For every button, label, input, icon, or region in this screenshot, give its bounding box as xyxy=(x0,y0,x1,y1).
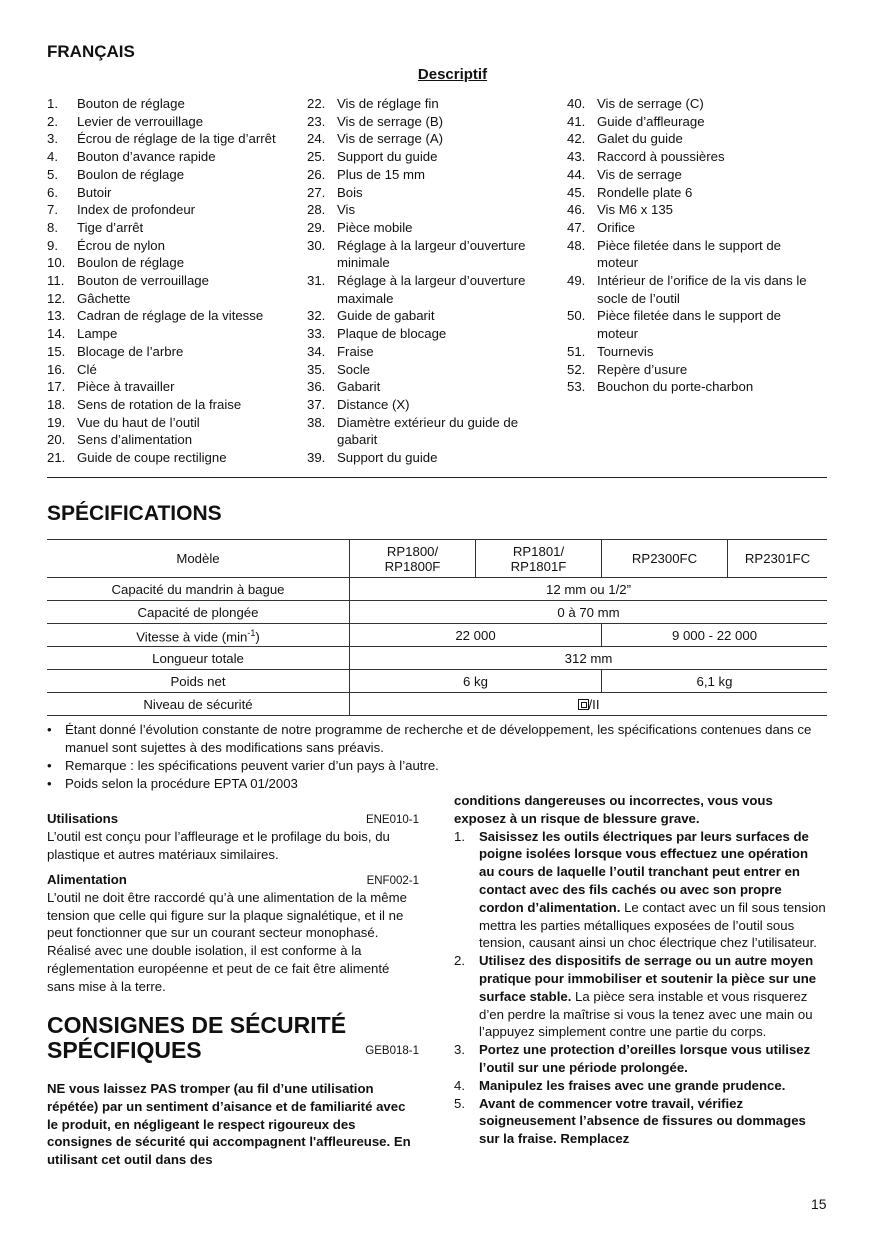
item-label: Cadran de réglage de la vitesse xyxy=(77,308,264,324)
table-row xyxy=(47,624,827,647)
item-number: 43. xyxy=(567,149,586,165)
item-label: Réglage à la largeur d’ouverture maximale xyxy=(337,273,526,306)
item-label: Bouton de verrouillage xyxy=(77,273,209,289)
item-label: Vis xyxy=(337,202,356,218)
item-label: Vis de serrage (B) xyxy=(337,113,444,129)
section-divider xyxy=(47,477,827,478)
item-label: Tige d’arrêt xyxy=(77,219,144,235)
model-cell: RP2301FC xyxy=(728,540,828,578)
item-label: Sens d’alimentation xyxy=(77,432,193,448)
list-item xyxy=(47,95,307,113)
list-item xyxy=(307,113,557,131)
model-cell: RP2300FC xyxy=(602,540,728,578)
item-number: 45. xyxy=(567,184,586,200)
spec-value: 312 mm xyxy=(350,647,828,670)
item-label: Distance (X) xyxy=(337,396,410,412)
list-item xyxy=(567,343,817,361)
list-item xyxy=(454,1095,827,1148)
consignes-title-line2: SPÉCIFIQUES xyxy=(47,1037,202,1063)
item-number: 48. xyxy=(567,237,586,253)
item-label: Socle xyxy=(337,361,370,377)
note-text: Remarque : les spécifications peuvent varier d’un pays à l’autre. xyxy=(65,758,439,773)
spec-value: 22 000 xyxy=(350,624,602,647)
item-label: Clé xyxy=(77,361,97,377)
consignes-continued xyxy=(454,792,827,1148)
item-number: 21. xyxy=(47,450,66,466)
list-item xyxy=(567,184,817,202)
item-label: Guide d’affleurage xyxy=(597,113,705,129)
item-label: Plus de 15 mm xyxy=(337,166,425,182)
item-label: Bouchon du porte-charbon xyxy=(597,379,754,395)
item-number: 39. xyxy=(307,450,326,466)
list-item xyxy=(307,148,557,166)
model-header: Modèle xyxy=(47,540,350,578)
alimentation-section xyxy=(47,871,419,996)
spec-label: Capacité du mandrin à bague xyxy=(47,578,350,601)
language-heading: FRANÇAIS xyxy=(47,42,135,61)
list-item xyxy=(567,272,817,307)
list-item xyxy=(47,290,307,308)
item-label: Sens de rotation de la fraise xyxy=(77,396,242,412)
item-number: 16. xyxy=(47,361,66,377)
speed-label: Vitesse à vide (min xyxy=(136,629,248,645)
item-label: Pièce mobile xyxy=(337,219,413,235)
item-bold-text: Saisissez les outils électriques par leurs surfaces de poigne isolées lorsque vous effectuez une opération au cours de laquelle l’outil tranchant peut entrer en contact avec des fils cachés ou avec son propre cordon d’alimentation. xyxy=(479,828,809,915)
item-label: Vis M6 x 135 xyxy=(597,202,673,218)
list-item xyxy=(47,201,307,219)
spec-notes xyxy=(47,721,827,793)
list-item xyxy=(47,414,307,432)
item-label: Galet du guide xyxy=(597,131,683,147)
list-item xyxy=(567,201,817,219)
table-row xyxy=(47,601,827,624)
item-number: 52. xyxy=(567,361,586,377)
item-number: 47. xyxy=(567,219,586,235)
list-item xyxy=(307,414,557,449)
spec-label: Poids net xyxy=(47,670,350,693)
utilisations-text: L’outil est conçu pour l’affleurage et le profilage du bois, du plastique et autres matériaux similaires. xyxy=(47,828,390,862)
list-item xyxy=(47,219,307,237)
list-item xyxy=(307,201,557,219)
item-number: 37. xyxy=(307,396,326,412)
speed-label-exponent: -1 xyxy=(247,627,256,638)
spec-value xyxy=(350,693,828,716)
list-item xyxy=(567,148,817,166)
item-number: 31. xyxy=(307,273,326,289)
table-row xyxy=(47,647,827,670)
item-number: 35. xyxy=(307,361,326,377)
spec-label: Capacité de plongée xyxy=(47,601,350,624)
section-code: ENF002-1 xyxy=(366,875,419,887)
list-item xyxy=(307,343,557,361)
list-item xyxy=(307,166,557,184)
safety-list xyxy=(454,828,827,1148)
list-item xyxy=(567,130,817,148)
item-number: 27. xyxy=(307,184,326,200)
consignes-intro: NE vous laissez PAS tromper (au fil d’une utilisation répétée) par un sentiment d’aisance et de familiarité avec le produit, en négligeant le respect rigoureux des consignes de sécurité qui accompagnent l'affleureuse. En utilisant cet outil dans des xyxy=(47,1081,411,1168)
table-row xyxy=(47,693,827,716)
list-item xyxy=(47,361,307,379)
list-item xyxy=(47,757,827,775)
note-text: Étant donné l’évolution constante de notre programme de recherche et de développement, les spécifications contenues dans ce manuel sont sujettes à des modifications sans préavis. xyxy=(65,722,812,755)
spec-value: 9 000 - 22 000 xyxy=(602,624,828,647)
item-label: Levier de verrouillage xyxy=(77,113,204,129)
item-label: Rondelle plate 6 xyxy=(597,184,693,200)
specifications-title: SPÉCIFICATIONS xyxy=(47,502,222,525)
item-label: Tournevis xyxy=(597,343,654,359)
item-number: 1. xyxy=(47,96,58,111)
item-label: Support du guide xyxy=(337,149,438,165)
descriptif-title: Descriptif xyxy=(417,66,488,83)
list-item xyxy=(454,952,827,1041)
item-number: 30. xyxy=(307,237,326,253)
list-item xyxy=(567,378,817,396)
item-label: Pièce filetée dans le support de moteur xyxy=(597,237,782,271)
list-item xyxy=(47,254,307,272)
item-number: 23. xyxy=(307,113,326,129)
page-number: 15 xyxy=(811,1196,827,1212)
spec-value: 6 kg xyxy=(350,670,602,693)
item-number: 25. xyxy=(307,149,326,165)
list-item xyxy=(454,1077,827,1095)
item-number: 40. xyxy=(567,96,586,111)
item-label: Diamètre extérieur du guide de gabarit xyxy=(337,414,519,448)
utilisations-section xyxy=(47,810,419,863)
list-item xyxy=(454,828,827,953)
list-item xyxy=(47,378,307,396)
item-number: 49. xyxy=(567,273,586,289)
item-number: 28. xyxy=(307,202,326,218)
list-item xyxy=(47,775,827,793)
consignes-section xyxy=(47,1013,419,1169)
list-item xyxy=(567,113,817,131)
consignes-intro-cont: conditions dangereuses ou incorrectes, vous vous exposez à un risque de blessure grave. xyxy=(454,793,773,826)
item-text: Le contact avec un fil sous tension mettra les parties métalliques exposées de l’outil sous tension, causant ainsi un choc électrique chez l’utilisateur. xyxy=(479,899,826,951)
list-item xyxy=(47,166,307,184)
item-bold-text: Avant de commencer votre travail, vérifiez soigneusement l’absence de fissures ou dommages sur la fraise. Remplacez xyxy=(479,1095,806,1147)
list-item xyxy=(307,449,557,467)
model-cell: RP1801/ RP1801F xyxy=(476,540,602,578)
table-row xyxy=(47,578,827,601)
descriptif-column-1 xyxy=(47,95,307,467)
item-number: 36. xyxy=(307,379,326,395)
utilisations-title: Utilisations xyxy=(47,811,119,826)
item-number: 18. xyxy=(47,396,66,412)
model-cell: RP1800/ RP1800F xyxy=(350,540,476,578)
item-bold-text: Utilisez des dispositifs de serrage ou un autre moyen pratique pour immobiliser et soutenir la pièce sur une surface stable. xyxy=(479,953,817,1004)
item-label: Guide de gabarit xyxy=(337,308,435,324)
item-label: Pièce filetée dans le support de moteur xyxy=(597,308,782,342)
list-item xyxy=(307,184,557,202)
list-item xyxy=(307,378,557,396)
item-number: 53. xyxy=(567,379,586,395)
item-number: 2. xyxy=(47,113,58,129)
list-item xyxy=(307,130,557,148)
list-item xyxy=(47,307,307,325)
item-number: 14. xyxy=(47,326,66,342)
item-number: 22. xyxy=(307,96,326,111)
item-label: Vis de serrage xyxy=(597,166,682,182)
spec-label: Niveau de sécurité xyxy=(47,693,350,716)
item-label: Intérieur de l’orifice de la vis dans le socle de l’outil xyxy=(597,273,807,306)
spec-label: Longueur totale xyxy=(47,647,350,670)
list-item xyxy=(47,343,307,361)
item-number: 2. xyxy=(454,953,465,969)
item-label: Réglage à la largeur d’ouverture minimale xyxy=(337,237,526,271)
list-item xyxy=(307,325,557,343)
item-number: 38. xyxy=(307,414,326,430)
list-item xyxy=(47,237,307,255)
item-label: Boulon de réglage xyxy=(77,255,185,271)
item-number: 6. xyxy=(47,184,58,200)
spec-value: 12 mm ou 1/2” xyxy=(350,578,828,601)
item-text: La pièce sera instable et vous risquerez d’en perdre la maîtrise si vous la tenez avec une main ou l’appuyez simplement contre une partie du corps. xyxy=(479,988,813,1040)
section-code: ENE010-1 xyxy=(365,814,419,826)
item-number: 24. xyxy=(307,131,326,147)
list-item xyxy=(47,449,307,467)
descriptif-column-2 xyxy=(307,95,557,467)
list-item xyxy=(567,307,817,342)
item-number: 46. xyxy=(567,202,586,218)
item-label: Boulon de réglage xyxy=(77,166,185,182)
list-item xyxy=(307,361,557,379)
item-label: Support du guide xyxy=(337,450,438,466)
item-number: 51. xyxy=(567,343,586,359)
list-item xyxy=(567,219,817,237)
item-label: Vis de serrage (A) xyxy=(337,131,444,147)
double-insulation-icon xyxy=(578,699,589,710)
consignes-title-line1: CONSIGNES DE SÉCURITÉ xyxy=(47,1012,347,1038)
item-label: Gâchette xyxy=(77,290,131,306)
list-item xyxy=(567,166,817,184)
item-number: 5. xyxy=(454,1095,465,1111)
item-number: 33. xyxy=(307,326,326,342)
list-item xyxy=(567,95,817,113)
item-label: Plaque de blocage xyxy=(337,326,447,342)
spec-value: 0 à 70 mm xyxy=(350,601,828,624)
list-item xyxy=(307,396,557,414)
item-label: Lampe xyxy=(77,326,118,342)
list-item xyxy=(307,307,557,325)
list-item xyxy=(567,237,817,272)
list-item xyxy=(47,272,307,290)
item-label: Butoir xyxy=(77,184,112,200)
item-label: Écrou de réglage de la tige d’arrêt xyxy=(77,131,276,147)
list-item xyxy=(47,325,307,343)
list-item xyxy=(307,95,557,113)
item-number: 10. xyxy=(47,255,66,271)
specifications-table xyxy=(47,539,827,716)
item-label: Vis de serrage (C) xyxy=(597,96,704,111)
list-item xyxy=(47,431,307,449)
item-number: 13. xyxy=(47,308,66,324)
item-number: 26. xyxy=(307,166,326,182)
list-item xyxy=(47,113,307,131)
list-item xyxy=(47,148,307,166)
item-number: 3. xyxy=(47,131,58,147)
item-label: Pièce à travailler xyxy=(77,379,175,395)
list-item xyxy=(47,184,307,202)
item-number: 44. xyxy=(567,166,586,182)
list-item xyxy=(454,1041,827,1077)
bullet: • xyxy=(47,776,52,791)
item-number: 5. xyxy=(47,166,58,182)
list-item xyxy=(307,237,557,272)
section-code: GEB018-1 xyxy=(365,1045,419,1057)
item-label: Bois xyxy=(337,184,363,200)
speed-label-close: ) xyxy=(255,629,260,645)
list-item xyxy=(567,361,817,379)
item-label: Écrou de nylon xyxy=(77,237,165,253)
item-label: Index de profondeur xyxy=(77,202,196,218)
item-label: Bouton d’avance rapide xyxy=(77,149,216,165)
item-bold-text: Manipulez les fraises avec une grande prudence. xyxy=(479,1077,786,1093)
safety-class: /II xyxy=(588,696,600,712)
item-number: 34. xyxy=(307,343,326,359)
item-bold-text: Portez une protection d’oreilles lorsque vous utilisez l’outil sur une période prolongée. xyxy=(479,1042,811,1075)
table-row xyxy=(47,540,827,578)
item-number: 20. xyxy=(47,432,66,448)
item-label: Blocage de l’arbre xyxy=(77,343,184,359)
item-label: Raccord à poussières xyxy=(597,149,725,165)
item-number: 17. xyxy=(47,379,66,395)
item-label: Vue du haut de l’outil xyxy=(77,414,200,430)
item-number: 1. xyxy=(454,828,465,844)
bullet: • xyxy=(47,758,52,773)
item-number: 11. xyxy=(47,273,65,289)
list-item xyxy=(307,272,557,307)
item-number: 50. xyxy=(567,308,586,324)
spec-value: 6,1 kg xyxy=(602,670,828,693)
list-item xyxy=(307,219,557,237)
item-number: 41. xyxy=(567,113,586,129)
item-number: 12. xyxy=(47,290,66,306)
alimentation-title: Alimentation xyxy=(47,872,127,887)
item-label: Orifice xyxy=(597,219,636,235)
item-number: 32. xyxy=(307,308,326,324)
item-label: Vis de réglage fin xyxy=(337,96,439,111)
item-number: 29. xyxy=(307,219,326,235)
item-number: 19. xyxy=(47,414,66,430)
descriptif-column-3 xyxy=(567,95,817,396)
bullet: • xyxy=(47,722,52,737)
item-label: Fraise xyxy=(337,343,374,359)
spec-label xyxy=(47,624,350,647)
item-number: 4. xyxy=(454,1077,465,1093)
item-label: Repère d’usure xyxy=(597,361,688,377)
note-text: Poids selon la procédure EPTA 01/2003 xyxy=(65,776,298,791)
table-row xyxy=(47,670,827,693)
item-number: 15. xyxy=(47,343,66,359)
item-number: 42. xyxy=(567,131,586,147)
list-item xyxy=(47,396,307,414)
item-label: Guide de coupe rectiligne xyxy=(77,450,227,466)
list-item xyxy=(47,721,827,757)
alimentation-text: L’outil ne doit être raccordé qu’à une alimentation de la même tension que celle qui figure sur la plaque signalétique, et il ne peut fonctionner que sur un courant secteur monophasé. Réalisé avec une double isolation, il est conforme à la réglementation européenne et peut de ce fait être alimenté sans mise à la terre. xyxy=(47,889,407,994)
item-label: Bouton de réglage xyxy=(77,96,185,111)
list-item xyxy=(47,130,307,148)
item-number: 4. xyxy=(47,149,58,165)
item-number: 8. xyxy=(47,219,58,235)
item-number: 3. xyxy=(454,1042,465,1058)
item-number: 9. xyxy=(47,237,58,253)
item-number: 7. xyxy=(47,202,58,218)
item-label: Gabarit xyxy=(337,379,381,395)
